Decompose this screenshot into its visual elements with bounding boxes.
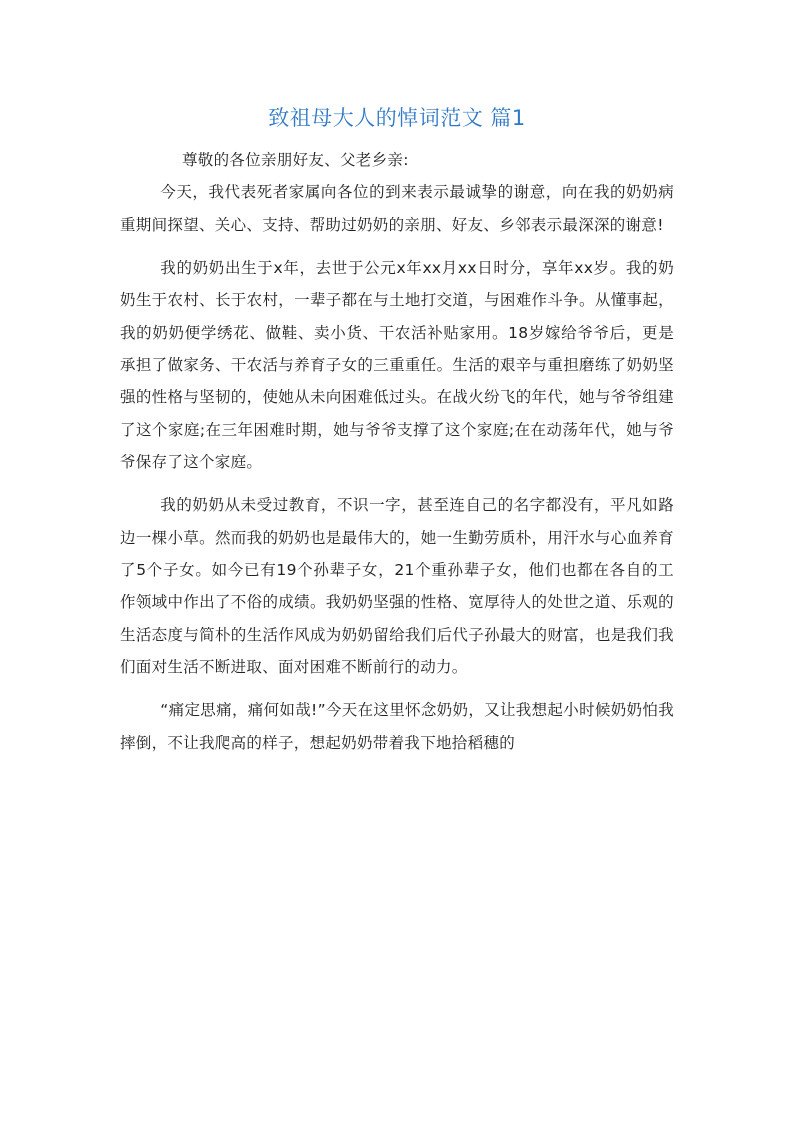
document-title: 致祖母大人的悼词范文 篇1 [268,106,526,130]
paragraph: 我的奶奶从未受过教育，不识一字，甚至连自己的名字都没有，平凡如路边一棵小草。然而我的奶奶也是最伟大的，她一生勤劳质朴，用汗水与心血养育了5个子女。如今已有19个孙辈子女，21个重孙辈子女，他们也都在各自的工作领域中作出了不俗的成绩。我奶奶坚强的性格、宽厚待人的处世之道、乐观的生活态度与简朴的生活作风成为奶奶留给我们后代子孙最大的财富，也是我们我们面对生活不断进取、面对困难不断前行的动力。 [120,496,674,677]
paragraph: 今天，我代表死者家属向各位的到来表示最诚挚的谢意，向在我的奶奶病重期间探望、关心、支持、帮助过奶奶的亲朋、好友、乡邻表示最深深的谢意! [120,183,674,234]
paragraph: 我的奶奶出生于x年，去世于公元x年xx月xx日时分，享年xx岁。我的奶奶生于农村、长于农村，一辈子都在与土地打交道，与困难作斗争。从懂事起，我的奶奶便学绣花、做鞋、卖小货、干农活补贴家用。18岁嫁给爷爷后，更是承担了做家务、干农活与养育子女的三重重任。生活的艰辛与重担磨练了奶奶坚强的性格与坚韧的，使她从未向困难低过头。在战火纷飞的年代，她与爷爷组建了这个家庭;在三年困难时期，她与爷爷支撑了这个家庭;在在动荡年代，她与爷爷保存了这个家庭。 [120,258,674,472]
paragraph: “痛定思痛，痛何如哉!”今天在这里怀念奶奶，又让我想起小时候奶奶怕我摔倒，不让我爬高的样子，想起奶奶带着我下地拾稻穗的 [120,701,674,752]
document-body [120,144,674,770]
salutation: 尊敬的各位亲朋好友、父老乡亲: [182,151,409,169]
